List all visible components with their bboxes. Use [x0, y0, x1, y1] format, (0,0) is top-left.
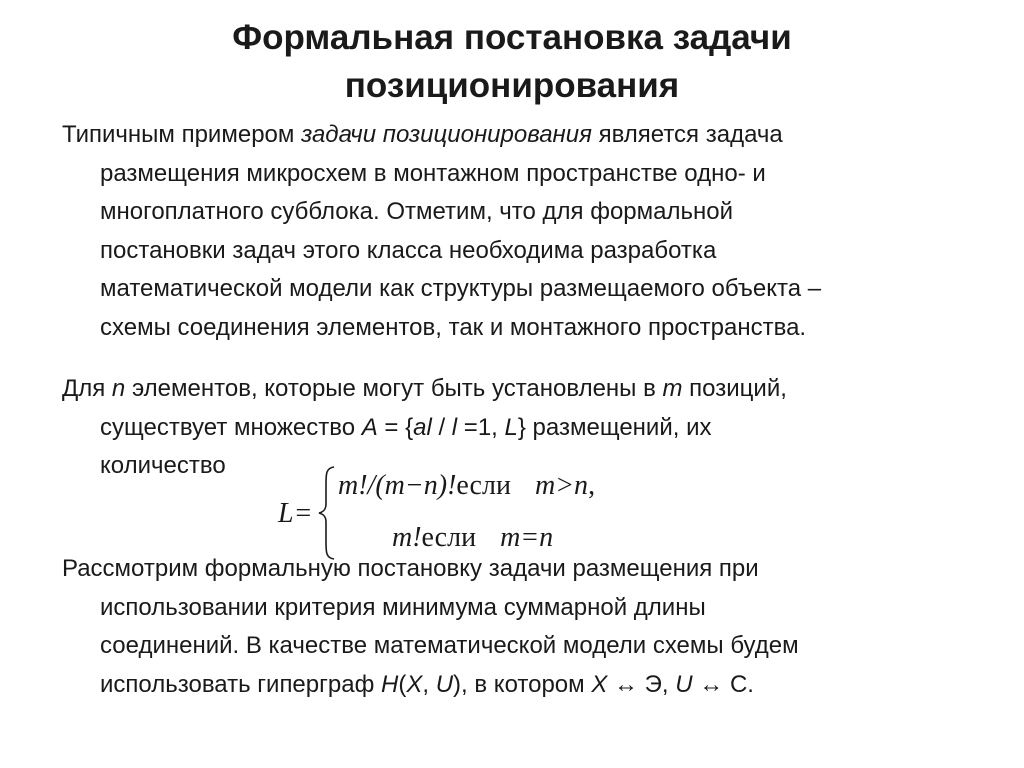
paragraph-line: математической модели как структуры размещаемого объекта – [100, 275, 822, 302]
paragraph-line: многоплатного субблока. Отметим, что для формальной [100, 198, 734, 225]
text-run: / [431, 413, 452, 441]
text-run: является задача [591, 121, 783, 148]
text-run: =1, [457, 413, 505, 441]
paragraph-line [62, 409, 982, 448]
math-variable: n [111, 375, 126, 402]
italic-term: задачи позиционирования [301, 121, 592, 148]
paragraph-line: схемы соединения элементов, так и монтажного пространства. [100, 313, 807, 341]
math-variable: H [381, 670, 399, 698]
math-variable: l [451, 413, 458, 441]
slide-title-line-2: позиционирования [344, 66, 680, 105]
formula-case-1 [338, 470, 595, 502]
placement-count-formula [272, 464, 672, 564]
paragraph-line: использовании критерия минимума суммарной длины [100, 593, 706, 621]
text-run: ), в котором [453, 670, 592, 698]
formula-condition-word: если [456, 470, 511, 501]
math-variable: m [662, 375, 683, 402]
text-run: } размещений, их [517, 413, 712, 441]
text-run: Для [62, 375, 112, 402]
formula-comma: , [588, 470, 596, 501]
text-run: использовать гиперграф [100, 670, 381, 698]
math-variable: al [413, 413, 432, 441]
math-variable: U [435, 670, 454, 698]
correspondence-arrow: ↔ Э, [607, 670, 676, 698]
formula-condition-word: если [421, 522, 477, 553]
formula-condition: m>n [534, 470, 589, 501]
slide-title-line-1: Формальная постановка задачи [232, 18, 792, 57]
formula-lhs: L= [278, 498, 313, 529]
slide-title [0, 14, 1024, 110]
text-run: = { [377, 413, 414, 441]
paragraph-line [62, 116, 982, 155]
formula-condition: m=n [500, 522, 554, 553]
math-variable: A [361, 413, 378, 441]
paragraph-line: Рассмотрим формальную постановку задачи размещения при [62, 555, 759, 582]
math-variable: X [591, 670, 608, 698]
text-run: элементов, которые могут быть установлены в [125, 375, 663, 402]
formula-expression: m! [392, 522, 422, 553]
paragraph-line: постановки задач этого класса необходима разработка [100, 236, 717, 264]
paragraph-line: соединений. В качестве математической модели схемы будем [100, 632, 799, 659]
paragraph-line [62, 370, 982, 409]
math-variable: U [675, 670, 693, 698]
paragraph-line: размещения микросхем в монтажном пространстве одно- и [100, 159, 766, 187]
text-run: ( [398, 670, 407, 698]
paragraph-typical-example [62, 116, 982, 347]
text-run: , [422, 670, 436, 698]
text-run: позиций, [682, 375, 787, 402]
formula-expression: m!/(m−n)! [338, 470, 457, 501]
left-brace-icon [318, 466, 336, 560]
paragraph-formal-statement [62, 550, 982, 704]
math-variable: X [406, 670, 423, 698]
text-run: Типичным примером [62, 121, 302, 148]
text-run: существует множество [100, 413, 362, 441]
paragraph-line: количество [100, 452, 226, 479]
paragraph-line [62, 666, 982, 705]
math-variable: L [504, 413, 518, 441]
correspondence-arrow: ↔ С. [692, 670, 754, 698]
